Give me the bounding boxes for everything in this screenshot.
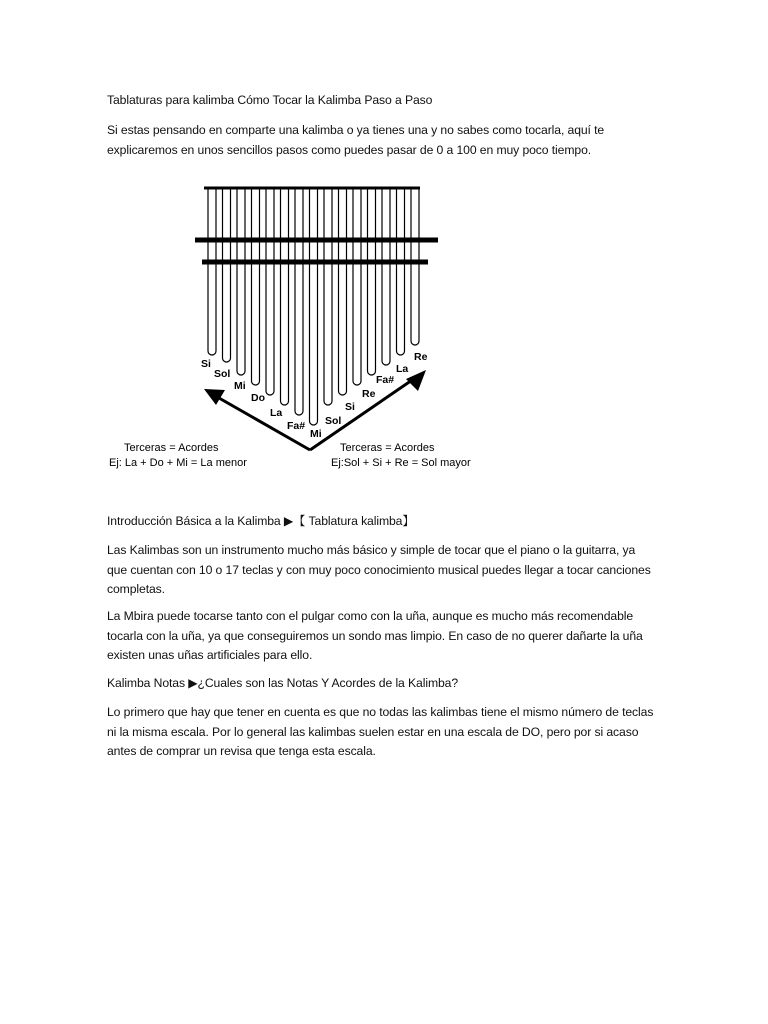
kalimba-tine: [397, 188, 405, 355]
kalimba-tine: [339, 188, 347, 395]
left-caption-line2: Ej: La + Do + Mi = La menor: [109, 457, 247, 469]
kalimba-diagram: [100, 180, 500, 475]
intro-paragraph: Si estas pensando en comparte una kalimba o ya tienes una y no sabes como tocarla, aquí te explicaremos en unos sencillos pasos como puedes pasar de 0 a 100 en muy poco tiempo.: [107, 123, 605, 157]
kalimba-tine: [324, 188, 332, 405]
note-label: Si: [345, 401, 355, 413]
note-label: Si: [201, 358, 211, 370]
note-label: Fa#: [376, 374, 395, 386]
note-label: La: [396, 363, 409, 375]
kalimba-tine: [353, 188, 361, 385]
section-heading-notas: Kalimba Notas ▶¿Cuales son las Notas Y Acordes de la Kalimba?: [107, 676, 459, 690]
right-caption-line2: Ej:Sol + Si + Re = Sol mayor: [331, 457, 471, 469]
kalimba-tine: [382, 188, 390, 365]
paragraph-escala: Lo primero que hay que tener en cuenta es que no todas las kalimbas tiene el mismo número de teclas ni la misma escala. Por lo general las kalimbas suelen estar en una escala de DO, pero por si acaso antes de comprar un revisa que tenga esta escala.: [107, 705, 654, 758]
kalimba-tine: [295, 188, 303, 415]
kalimba-tine: [310, 188, 318, 425]
kalimba-tine: [208, 188, 216, 355]
kalimba-tine: [252, 188, 260, 385]
note-label: Do: [251, 392, 265, 404]
kalimba-tine: [266, 188, 274, 395]
section-heading-intro: Introducción Básica a la Kalimba ▶【 Tablatura kalimba】: [107, 514, 415, 528]
kalimba-tine: [368, 188, 376, 375]
note-label: Mi: [310, 428, 322, 440]
left-caption-line1: Terceras = Acordes: [124, 442, 219, 454]
note-label: Re: [362, 388, 376, 400]
note-label: Fa#: [287, 420, 306, 432]
note-label: Mi: [234, 380, 246, 392]
note-label: Re: [414, 351, 428, 363]
note-label: Sol: [325, 415, 342, 427]
right-caption-line1: Terceras = Acordes: [340, 442, 435, 454]
document-title: Tablaturas para kalimba Cómo Tocar la Kalimba Paso a Paso: [107, 93, 433, 107]
note-label: Sol: [214, 368, 231, 380]
right-arrow: [310, 370, 426, 450]
paragraph-kalimbas: Las Kalimbas son un instrumento mucho más básico y simple de tocar que el piano o la guitarra, ya que cuentan con 10 o 17 teclas y con muy poco conocimiento musical puedes llegar a tocar canciones completas.: [107, 543, 651, 596]
kalimba-tine: [237, 188, 245, 375]
kalimba-tine: [411, 188, 419, 345]
kalimba-tine: [281, 188, 289, 405]
note-label: La: [270, 407, 283, 419]
paragraph-mbira: La Mbira puede tocarse tanto con el pulgar como con la uña, aunque es mucho más recomendable tocarla con la uña, ya que conseguiremos un sondo mas limpio. En caso de no querer dañarte la uña existen unas uñas artificiales para ello.: [107, 609, 643, 662]
kalimba-diagram-svg: [100, 180, 500, 475]
kalimba-tine: [223, 188, 231, 362]
